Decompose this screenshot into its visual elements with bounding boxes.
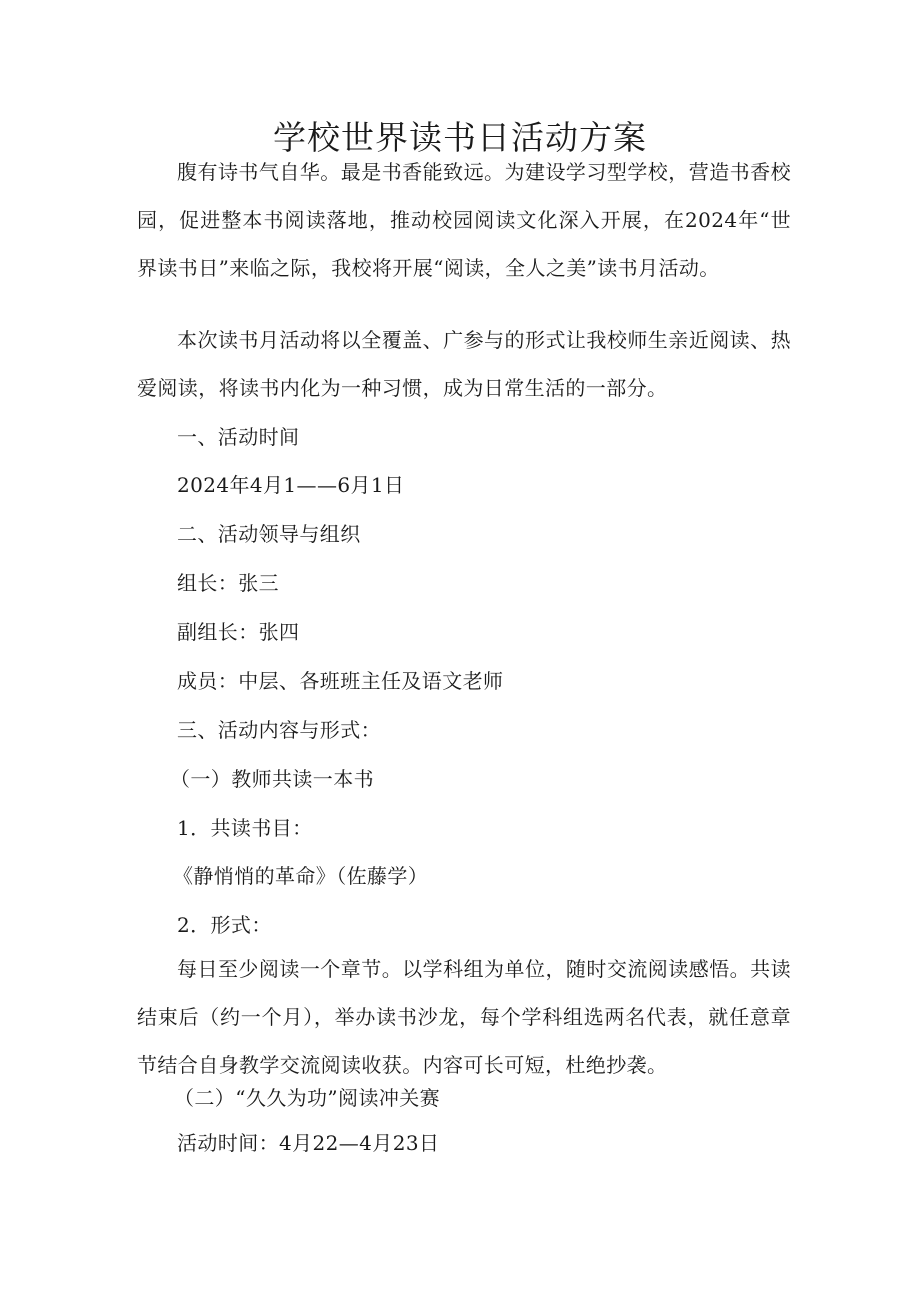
activity-period: 2024年4月1——6月1日 bbox=[177, 473, 405, 497]
subsection-2-heading: （二）“久久为功”阅读冲关赛 bbox=[174, 1086, 441, 1110]
members: 成员：中层、各班班主任及语文老师 bbox=[177, 669, 504, 693]
item-1-label: 1．共读书目： bbox=[177, 816, 313, 840]
document-title: 学校世界读书日活动方案 bbox=[273, 118, 647, 157]
competition-time: 活动时间：4月22—4月23日 bbox=[177, 1131, 440, 1155]
section-2-heading: 二、活动领导与组织 bbox=[177, 522, 361, 546]
group-leader: 组长：张三 bbox=[177, 571, 279, 595]
section-3-heading: 三、活动内容与形式： bbox=[177, 718, 381, 742]
item-2-label: 2．形式： bbox=[177, 913, 272, 937]
intro-paragraph-2: 本次读书月活动将以全覆盖、广参与的形式让我校师生亲近阅读、热爱阅读，将读书内化为一种习惯，成为日常生活的一部分。 bbox=[137, 328, 791, 400]
deputy-leader: 副组长：张四 bbox=[177, 620, 300, 644]
format-paragraph: 每日至少阅读一个章节。以学科组为单位，随时交流阅读感悟。共读结束后（约一个月），举办读书沙龙，每个学科组选两名代表，就任意章节结合自身教学交流阅读收获。内容可长可短，杜绝抄袭。 bbox=[137, 957, 791, 1077]
section-1-heading: 一、活动时间 bbox=[177, 425, 300, 449]
subsection-1-heading: （一）教师共读一本书 bbox=[170, 767, 374, 791]
intro-paragraph-1: 腹有诗书气自华。最是书香能致远。为建设学习型学校，营造书香校园，促进整本书阅读落地，推动校园阅读文化深入开展，在2024年“世界读书日”来临之际，我校将开展“阅读，全人之美”读书月活动。 bbox=[137, 160, 791, 280]
book-title: 《静悄悄的革命》（佐藤学） bbox=[173, 864, 429, 888]
